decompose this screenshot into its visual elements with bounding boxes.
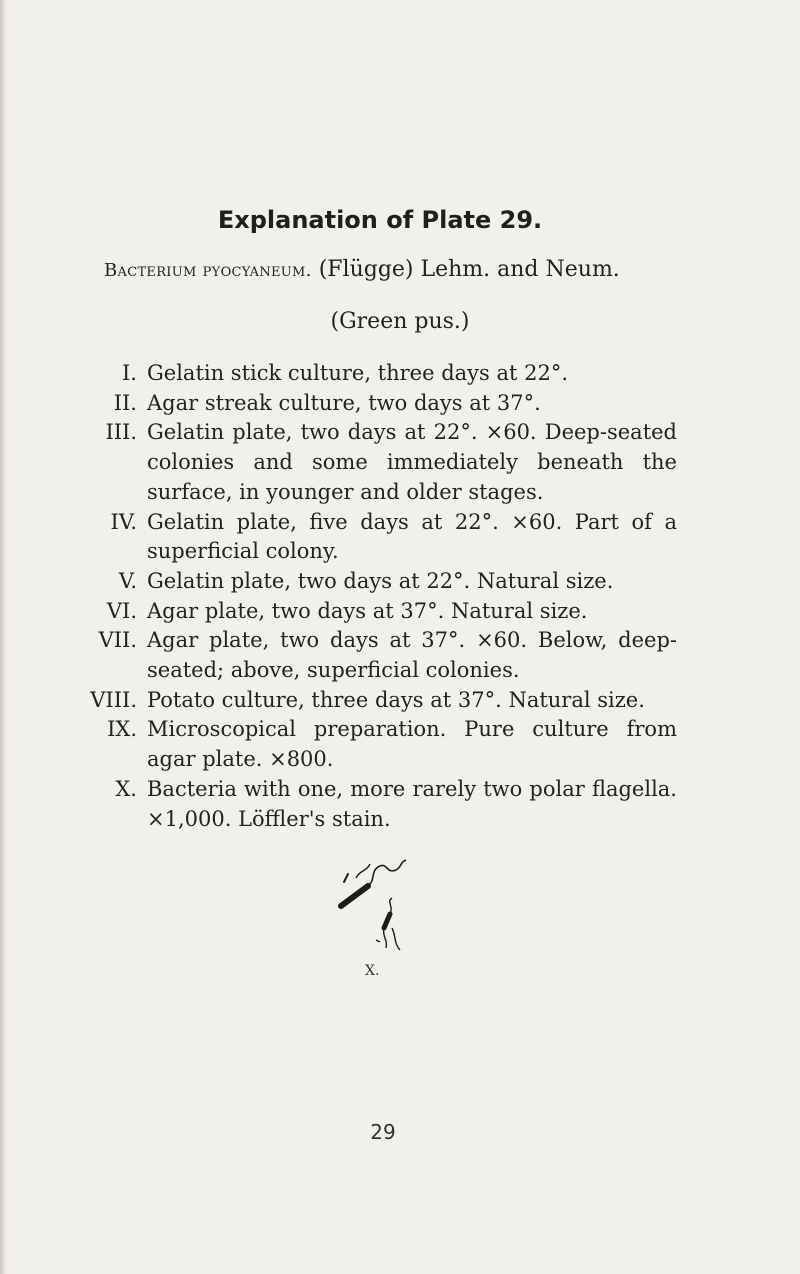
list-item [0, 389, 800, 419]
page-number: 29 [370, 1120, 396, 1144]
item-number: I. [122, 361, 137, 385]
bacterium-with-flagella [376, 898, 400, 950]
list-item [0, 567, 800, 597]
species-authority: (Flügge) Lehm. and Neum. [318, 257, 620, 282]
figure-label: X. [365, 963, 380, 979]
item-text: Gelatin plate, two days at 22°. ×60. Deep-seated colonies and some immediately beneath the surface, in younger and older stages. [147, 420, 677, 504]
item-text: Potato culture, three days at 37°. Natural size. [147, 687, 645, 712]
item-number: VII. [98, 628, 137, 653]
item-number: IX. [107, 717, 137, 742]
item-text: Microscopical preparation. Pure culture from agar plate. ×800. [147, 717, 677, 772]
item-number: V. [118, 568, 137, 593]
item-text: Gelatin plate, two days at 22°. Natural size. [147, 568, 614, 593]
item-number: III. [105, 420, 137, 445]
list-item [0, 418, 800, 507]
item-number: VIII. [90, 687, 137, 712]
species-name: Bacterium pyocyaneum. [104, 260, 312, 281]
list-item [0, 359, 800, 389]
item-number: VI. [106, 598, 137, 623]
bacterium-with-flagella [341, 860, 406, 906]
item-number: II. [113, 390, 137, 415]
species-line [104, 257, 620, 282]
item-text: Agar plate, two days at 37°. ×60. Below, deep-seated; above, superficial colonies. [147, 628, 677, 683]
page-title: Explanation of Plate 29. [217, 206, 543, 234]
list-item [0, 597, 800, 627]
list-item [0, 715, 800, 774]
item-text: Agar streak culture, two days at 37°. [147, 390, 541, 415]
common-name: (Green pus.) [330, 309, 470, 334]
list-item [0, 775, 800, 834]
item-text: Bacteria with one, more rarely two polar flagella. ×1,000. Löffler's stain. [147, 776, 677, 831]
item-number: IV. [110, 509, 137, 534]
list-item [0, 508, 800, 567]
flagellated-bacteria-figure [336, 856, 426, 956]
list-item [0, 686, 800, 716]
list-item [0, 626, 800, 685]
item-number: X. [115, 776, 137, 801]
item-text: Gelatin stick culture, three days at 22°. [147, 361, 569, 385]
plate-explanation-list [0, 359, 800, 834]
item-text: Gelatin plate, five days at 22°. ×60. Part of a superficial colony. [147, 509, 677, 564]
item-text: Agar plate, two days at 37°. Natural size. [147, 598, 588, 623]
